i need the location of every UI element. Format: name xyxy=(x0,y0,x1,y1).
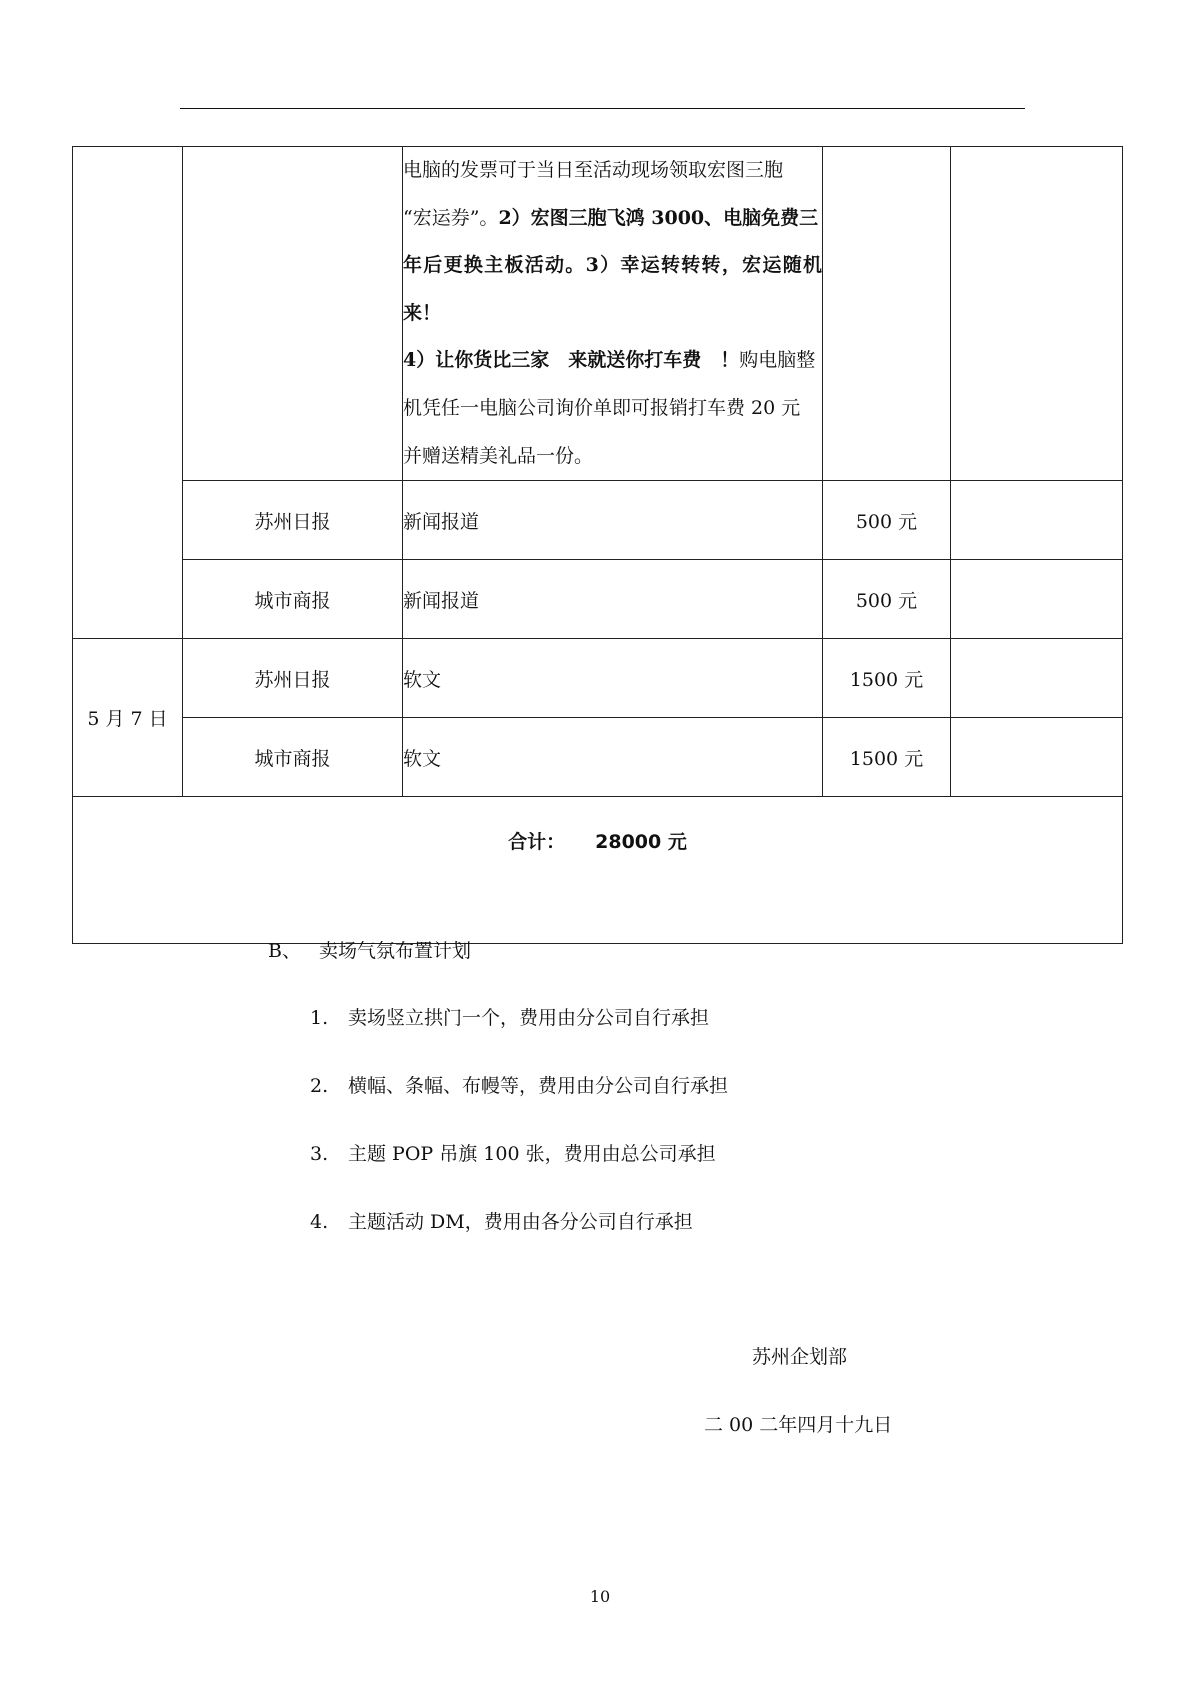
description-run: “宏运券”。 xyxy=(403,206,499,229)
content-cell: 新闻报道 xyxy=(403,481,823,560)
remark-cell xyxy=(951,147,1123,481)
total-cell xyxy=(73,797,1123,944)
media-cell: 苏州日报 xyxy=(183,481,403,560)
item-text: 横幅、条幅、布幔等，费用由分公司自行承担 xyxy=(348,1075,729,1097)
list-item xyxy=(310,1071,728,1139)
cost-cell xyxy=(823,147,951,481)
signature-department: 苏州企划部 xyxy=(752,1346,848,1368)
section-heading xyxy=(268,936,471,963)
remark-cell xyxy=(951,560,1123,639)
description-line xyxy=(403,433,822,481)
page-number: 10 xyxy=(589,1587,611,1606)
activity-description xyxy=(403,147,823,481)
description-bold-run: 4）让你货比三家 来就送你打车费 ！ xyxy=(403,349,740,372)
list-item xyxy=(310,1003,728,1071)
remark-cell xyxy=(951,481,1123,560)
table-row xyxy=(73,560,1123,639)
item-text: 主题活动 DM，费用由各分公司自行承担 xyxy=(348,1211,693,1233)
item-text: 卖场竖立拱门一个，费用由分公司自行承担 xyxy=(348,1007,710,1029)
total-label: 合计： xyxy=(508,831,566,854)
remark-cell xyxy=(951,639,1123,718)
cost-cell: 1500 元 xyxy=(823,639,951,718)
item-number: 1. xyxy=(310,1007,329,1029)
content-cell: 新闻报道 xyxy=(403,560,823,639)
media-cell: 城市商报 xyxy=(183,718,403,797)
description-bold-run: 年后更换主板活动。3）幸运转转转，宏运随机来！ xyxy=(403,254,822,324)
signature-date: 二 00 二年四月十九日 xyxy=(704,1414,893,1436)
table-row xyxy=(73,718,1123,797)
table-row xyxy=(73,147,1123,481)
description-run: 机凭任一电脑公司询价单即可报销打车费 20 元 xyxy=(403,396,801,419)
cost-cell: 500 元 xyxy=(823,481,951,560)
section-title: 卖场气氛布置计划 xyxy=(318,940,471,962)
decoration-plan-list xyxy=(310,1003,728,1275)
description-bold-run: 2）宏图三胞飞鸿 3000、电脑免费三 xyxy=(498,206,819,229)
media-cell: 城市商报 xyxy=(183,560,403,639)
item-number: 3. xyxy=(310,1143,329,1165)
table-row xyxy=(73,639,1123,718)
description-line xyxy=(403,147,822,195)
description-run: 购电脑整 xyxy=(739,349,816,372)
section-letter: B、 xyxy=(268,940,301,962)
description-line xyxy=(403,195,822,243)
total-value: 28000 元 xyxy=(595,831,687,854)
list-item xyxy=(310,1139,728,1207)
item-number: 2. xyxy=(310,1075,329,1097)
media-cell xyxy=(183,147,403,481)
cost-cell: 500 元 xyxy=(823,560,951,639)
media-plan-table xyxy=(72,146,1123,944)
list-item xyxy=(310,1207,728,1275)
description-run: 并赠送精美礼品一份。 xyxy=(403,444,594,467)
total-amount xyxy=(508,827,687,854)
table-row xyxy=(73,481,1123,560)
item-text: 主题 POP 吊旗 100 张，费用由总公司承担 xyxy=(348,1143,716,1165)
content-cell: 软文 xyxy=(403,718,823,797)
date-cell: 5 月 7 日 xyxy=(73,639,183,797)
item-number: 4. xyxy=(310,1211,329,1233)
description-line xyxy=(403,242,822,337)
cost-cell: 1500 元 xyxy=(823,718,951,797)
header-rule xyxy=(180,108,1025,109)
date-cell xyxy=(73,147,183,639)
description-run: 电脑的发票可于当日至活动现场领取宏图三胞 xyxy=(403,159,784,181)
total-row xyxy=(73,797,1123,944)
content-cell: 软文 xyxy=(403,639,823,718)
media-cell: 苏州日报 xyxy=(183,639,403,718)
remark-cell xyxy=(951,718,1123,797)
description-line xyxy=(403,337,822,385)
description-line xyxy=(403,385,822,433)
